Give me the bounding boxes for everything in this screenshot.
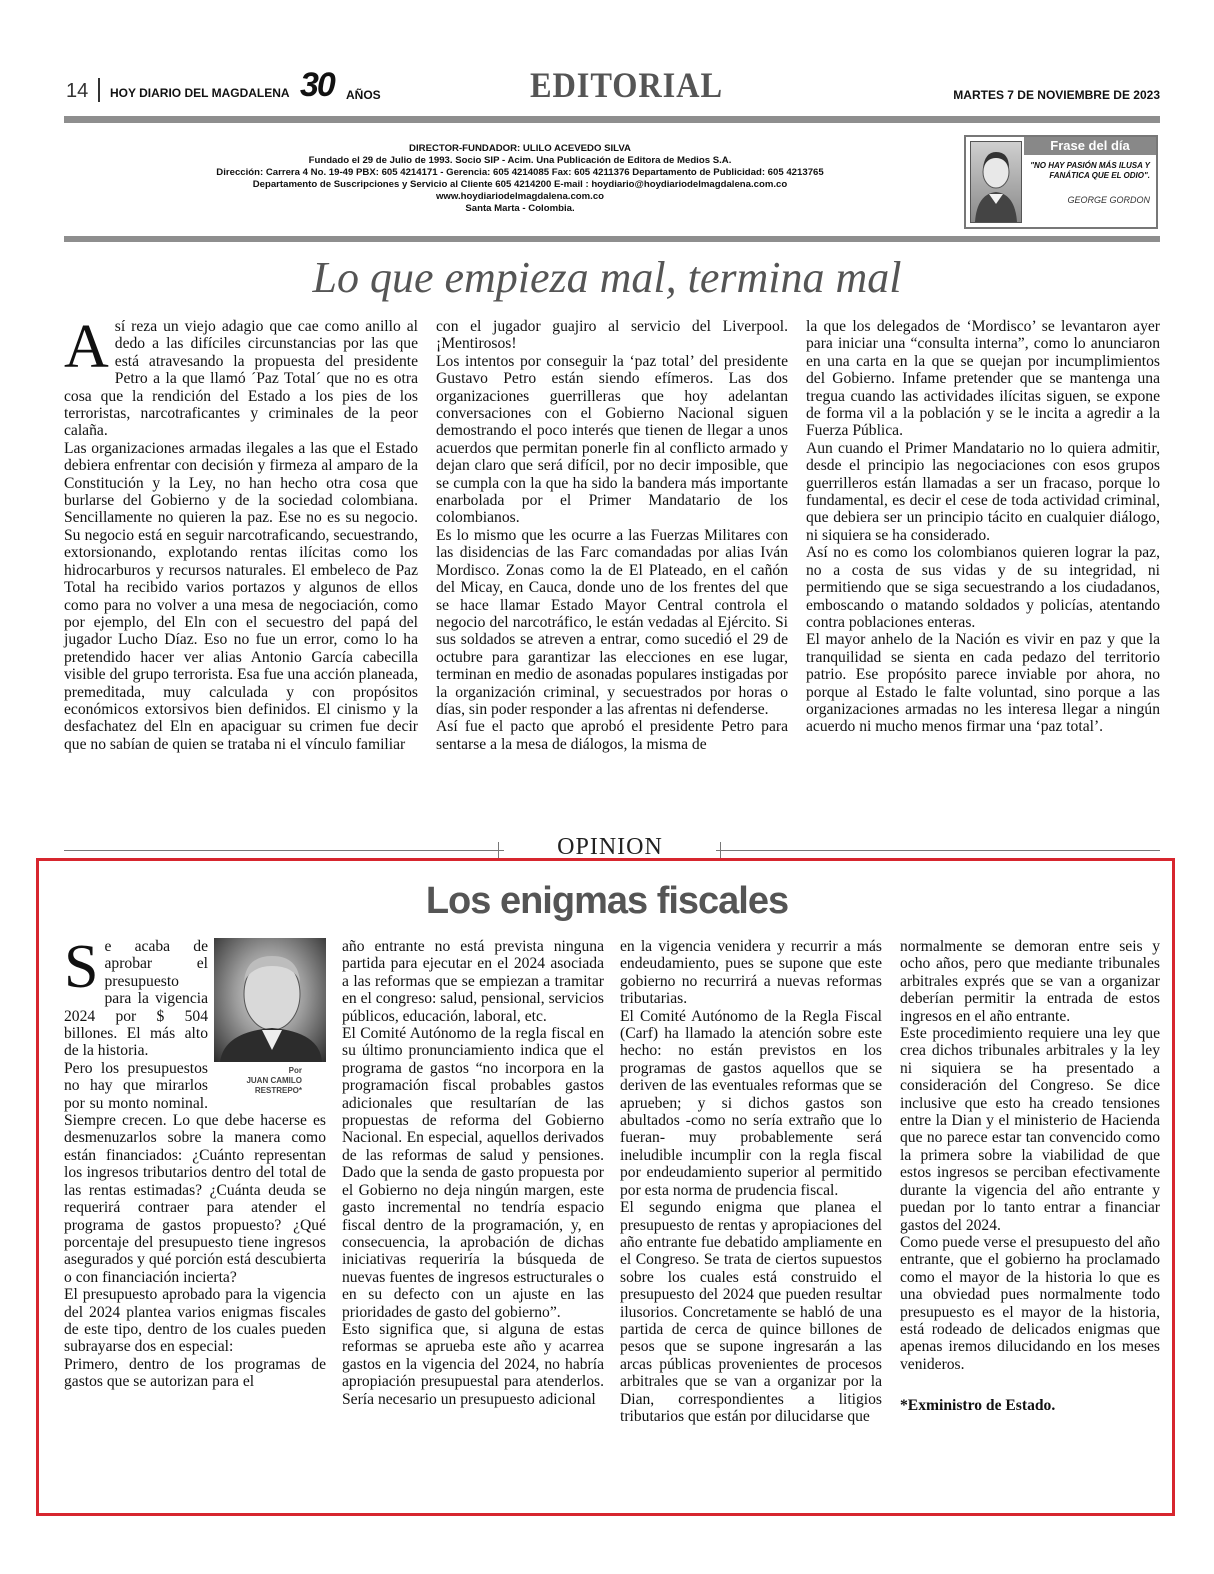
- author-signature: *Exministro de Estado.: [900, 1397, 1056, 1415]
- paragraph: Pero los presupuestos no hay que mirarlos por su monto nominal. Siempre crecen. Lo que debe hacerse es desmenuzarlos sobre la manera como están financiados: ¿Cuánto representan los ingresos tributarios dentro del total de las rentas estimadas? ¿Cuánta deuda se requerirá contraer para atender el programa de gastos propuesto? ¿Qué porcentaje del presupuesto tiene ingresos asegurados y qué porción está descubierta o con financiación incierta?: [64, 1059, 326, 1286]
- paragraph: en la vigencia venidera y recurrir a más endeudamiento, pues se supone que este gobierno no recurrirá a nuevas reformas tributarias.: [620, 938, 882, 1008]
- paragraph: El Comité Autónomo de la Regla Fiscal (Carf) ha llamado la atención sobre este hecho: no están previstos en los programas de gastos aquellos que se deriven de las eventuales reformas que se aprueben; y si dichos gastos son abultados -como no sería extraño que lo fueran- muy probablemente será ineludible incumplir con la regla fiscal por endeudamiento superior al permitido por esta norma de prudencia fiscal.: [620, 1007, 882, 1199]
- quote-box-title: Frase del día: [1024, 137, 1156, 155]
- quote-of-the-day-box: [964, 135, 1158, 229]
- masthead: [120, 143, 920, 215]
- paragraph: año entrante no está prevista ninguna partida para ejecutar en el 2024 asociada a las reformas que se empiezan a tramitar en el congreso: salud, pensional, servicios públicos, educación, laboral, etc.: [342, 938, 604, 1025]
- author-byline: [214, 1066, 326, 1096]
- editorial-headline: Lo que empieza mal, termina mal: [312, 253, 902, 302]
- top-rule: [64, 116, 1160, 123]
- byline-por: Por: [288, 1066, 302, 1075]
- portrait-image: [970, 141, 1022, 223]
- anniversary-logo: 30: [300, 66, 334, 104]
- masthead-line: DIRECTOR-FUNDADOR: ULILO ACEVEDO SILVA: [409, 143, 631, 154]
- issue-date: MARTES 7 DE NOVIEMBRE DE 2023: [953, 88, 1160, 102]
- editorial-column-3: [806, 318, 1160, 736]
- paragraph: Así fue el pacto que aprobó el presidente Petro para sentarse a la mesa de diálogos, la misma de: [436, 718, 788, 753]
- paragraph: El Comité Autónomo de la regla fiscal en su último pronunciamiento indica que el programa de gastos “no incorpora en la programación fiscal probables gastos adicionales que resultarían de las propuestas de reforma del Gobierno Nacional. En especial, aquellos derivados de las reformas de salud y pensiones. Dado que la senda de gasto propuesta por el Gobierno no deja ningún margen, este gasto incremental no tendría espacio fiscal dentro de la programación, y, en consecuencia, la aprobación de dichas iniciativas requeriría la búsqueda de nuevas fuentes de ingresos estructurales o en su defecto con un ajuste en las prioridades de gasto del gobierno”.: [342, 1025, 604, 1321]
- anniversary-word: AÑOS: [346, 88, 381, 102]
- paragraph: Aun cuando el Primer Mandatario no lo quiera admitir, desde el principio las negociaciones con esos grupos guerrilleros están llamadas a ser un fracaso, porque lo fundamental, es decir el cese de toda actividad criminal, que debiera ser un principio tácito en cualquier diálogo, ni siquiera se ha considerado.: [806, 439, 1160, 544]
- paragraph: e acaba de aprobar el presupuesto para la vigencia 2024 por $ 504 billones. El más alto de la historia.: [64, 938, 208, 1060]
- masthead-line: Departamento de Suscripciones y Servicio al Cliente 605 4214200 E-mail : hoydiario@hoydiariodelmagdalena.com.co: [252, 179, 788, 190]
- paragraph: Primero, dentro de los programas de gastos que se autorizan para el: [64, 1355, 326, 1391]
- opinion-section-label: OPINION: [504, 834, 716, 861]
- opinion-column-3: [620, 938, 882, 1425]
- editorial-column-2: [436, 318, 788, 753]
- masthead-line: Santa Marta - Colombia.: [465, 203, 575, 214]
- paragraph: Las organizaciones armadas ilegales a las que el Estado debiera enfrentar con decisión y firmeza al amparo de la Constitución y la Ley, no han hecho otra cosa que burlarse del Gobierno y de la sociedad colombiana. Sencillamente no quieren la paz. Ese no es su negocio. Su negocio está en seguir narcotraficando, secuestrando, extorsionando, explotando rentas ilícitas como los hidrocarburos y recursos naturales. El embeleco de Paz Total ha recibido varios portazos y algunos de ellos como para no volver a una mesa de negociación, como por ejemplo, del Eln con el secuestro del papá del jugador Lucho Díaz. Eso no fue un error, como lo ha pretendido hacer ver alias Antonio García cabecilla visible del grupo terrorista. Esa fue una acción planeada, premeditada, muy calculada y con propósitos económicos extorsivos bien definidos. El cinismo y la desfachatez del Eln en apaciguar su crimen fue decir que no sabían de quien se trataba ni el vínculo familiar: [64, 439, 418, 753]
- newspaper-name: HOY DIARIO DEL MAGDALENA: [110, 86, 290, 100]
- paragraph: Así no es como los colombianos quieren lograr la paz, no a costa de sus vidas y de su integridad, ni permitiendo que se siga secuestrando a los ciudadanos, emboscando o matando soldados y policías, atentando contra poblaciones enteras.: [806, 544, 1160, 631]
- header-divider: [98, 78, 100, 102]
- masthead-line: Dirección: Carrera 4 No. 19-49 PBX: 605 4214171 - Gerencia: 605 4214085 Fax: 605 4211376 Departamento de Publicidad: 605 4213765: [216, 167, 824, 178]
- section-title: EDITORIAL: [530, 65, 723, 105]
- quote-author: GEORGE GORDON: [1067, 195, 1150, 205]
- drop-cap: S: [64, 933, 99, 1001]
- paragraph: El mayor anhelo de la Nación es vivir en paz y que la tranquilidad se sienta en cada pedazo del territorio patrio. Ese propósito parece inviable por ahora, no porque al Estado le falte voluntad, sino porque a las organizaciones armadas no les interesa llegar a ningún acuerdo ni mucho menos firmar una ‘paz total’.: [806, 631, 1160, 736]
- editorial-column-1: [64, 313, 418, 753]
- quote-text: "NO HAY PASIÓN MÁS ILUSA Y FANÁTICA QUE EL ODIO".: [1030, 161, 1150, 180]
- paragraph: Este procedimiento requiere una ley que crea dichos tribunales arbitrales y la ley ni siquiera se ha presentado a consideración del Congreso. Se dice inclusive que esto ha creado tensiones entre la Dian y el ministerio de Hacienda que no parece estar tan convencido como la primera sobre la viabilidad de que estos ingresos se perciban efectivamente durante la vigencia del año entrante y puedan por lo tanto entrar a financiar gastos del 2024.: [900, 1025, 1160, 1234]
- paragraph: normalmente se demoran entre seis y ocho años, pero que mediante tribunales arbitrales exprés que se van a organizar deberían permitir la entrada de estos ingresos en el año entrante.: [900, 938, 1160, 1025]
- paragraph: con el jugador guajiro al servicio del Liverpool. ¡Mentirosos!: [436, 318, 788, 353]
- masthead-line: Fundado el 29 de Julio de 1993. Socio SIP - Acim. Una Publicación de Editora de Medios S.A.: [308, 155, 732, 166]
- paragraph: Como puede verse el presupuesto del año entrante, que el gobierno ha proclamado como el mayor de la historia lo que es una obviedad pues normalmente todo presupuesto es el mayor de la historia, está rodeado de delicados enigmas que apenas iremos dilucidando en los meses venideros.: [900, 1233, 1160, 1373]
- paragraph: El presupuesto aprobado para la vigencia del 2024 plantea varios enigmas fiscales de este tipo, dentro de los cuales pueden subrayarse dos en especial:: [64, 1286, 326, 1356]
- paragraph: la que los delegados de ‘Mordisco’ se levantaron ayer para iniciar una “consulta interna”, como lo anunciaron en una carta en la que se quejan por incumplimientos del Gobierno. Infame pretender que se mantenga una tregua cuando las actividades ilícitas siguen, se expone de forma vil a la población y se le incita a agredir a la Fuerza Pública.: [806, 318, 1160, 440]
- opinion-column-1: [64, 933, 326, 1391]
- paragraph: Los intentos por conseguir la ‘paz total’ del presidente Gustavo Petro están siendo efímeros. Las dos organizaciones guerrilleras que hoy adelantan conversaciones con el Gobierno Nacional siguen demostrando el poco interés que tienen de llegar a unos acuerdos que permitan ponerle fin al conflicto armado y dejan claro que será difícil, por no decir imposible, que se cumpla con la que ha sido la bandera más importante enarbolada por el Primer Mandatario de los colombianos.: [436, 352, 788, 527]
- page-number: 14: [66, 80, 89, 102]
- byline-name: JUAN CAMILO RESTREPO*: [246, 1076, 302, 1095]
- masthead-line: www.hoydiariodelmagdalena.com.co: [435, 191, 605, 202]
- opinion-column-4: [900, 938, 1160, 1415]
- opinion-column-2: [342, 938, 604, 1408]
- author-photo: [214, 938, 326, 1098]
- masthead-bottom-rule: [64, 236, 1160, 242]
- opinion-headline: Los enigmas fiscales: [425, 880, 789, 922]
- drop-cap: A: [64, 313, 109, 381]
- paragraph: El segundo enigma que planea el presupuesto de rentas y apropiaciones del año entrante fue debatido ampliamente en el Congreso. Se trata de ciertos supuestos sobre los cuales está construido el presupuesto del 2024 que pueden resultar ilusorios. Concretamente se habló de una partida de cerca de quince billones de pesos que se supone ingresarán a las arcas públicas provenientes de procesos arbitrales que se van a organizar por la Dian, correspondientes a litigios tributarios que están por dilucidarse que: [620, 1199, 882, 1425]
- paragraph: sí reza un viejo adagio que cae como anillo al dedo a las difíciles circunstancias por las que está atravesando la propuesta del presidente Petro a la que llamó ´Paz Total´ que no es otra cosa que la rendición del Estado a los pies de los terroristas, narcotraficantes y criminales de la peor calaña.: [64, 318, 418, 440]
- paragraph: Es lo mismo que les ocurre a las Fuerzas Militares con las disidencias de las Farc comandadas por alias Iván Mordisco. Zonas como la de El Plateado, en el cañón del Micay, en Cauca, donde uno de los frentes del que se hace llamar Estado Mayor Central controla el negocio del narcotráfico, le están vedadas al Ejército. Si sus soldados se atreven a entrar, como sucedió el 29 de octubre para garantizar las elecciones en ese lugar, terminan en medio de asonadas populares instigadas por la organización criminal, y secuestrados por horas o días, sin poder responder a las afrentas ni defenderse.: [436, 526, 788, 718]
- paragraph: Esto significa que, si alguna de estas reformas se aprueba este año y acarrea gastos en la vigencia del 2024, no habría apropiación presupuestal para atenderlos. Sería necesario un presupuesto adicional: [342, 1320, 604, 1408]
